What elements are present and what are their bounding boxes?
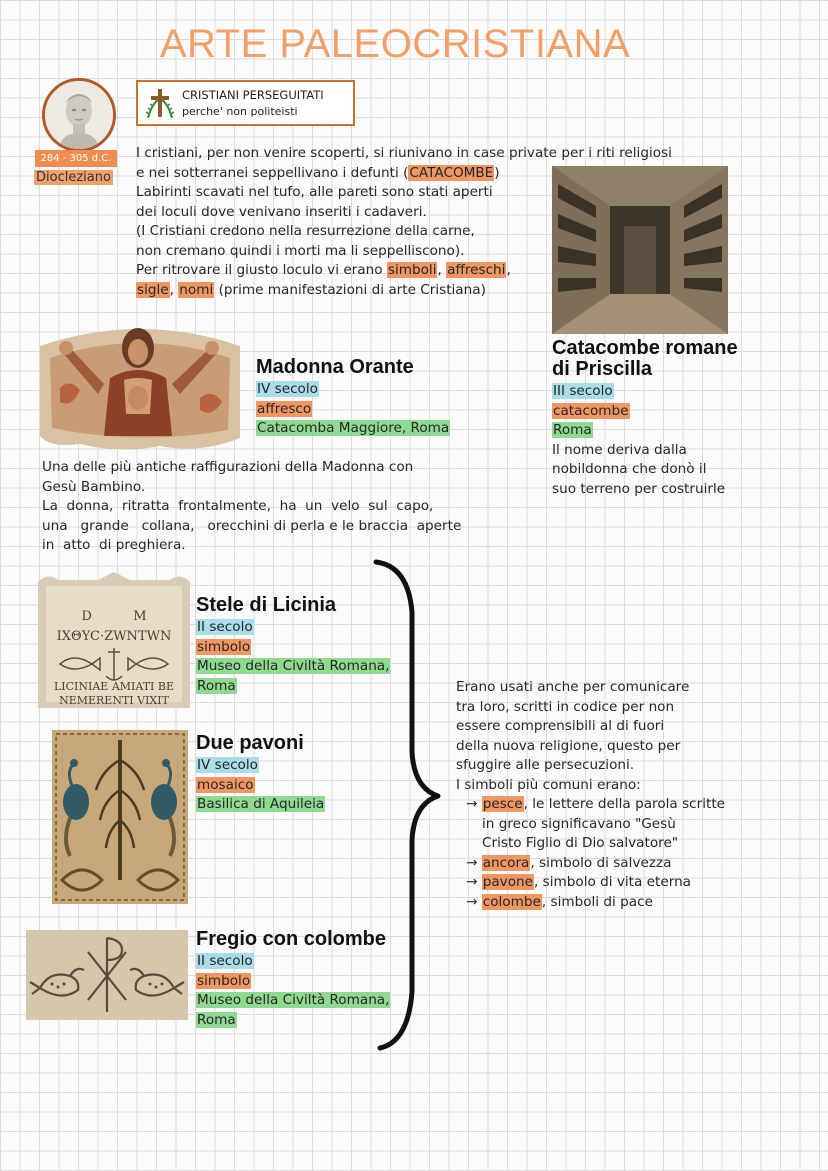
stele-inscription-greek: IXΘYC·ZWNTWN <box>56 629 172 644</box>
fregio-image <box>26 930 188 1020</box>
catacombe-card: Catacombe romane di Priscilla III secolo catacombe Roma Il nome deriva dalla nobildonna che donò il suo terreno per costruirle <box>552 337 738 497</box>
madonna-description: Una delle più antiche raffigurazioni della Madonna con Gesù Bambino. La donna, ritratta frontalmente, ha un velo sul capo, una grande collana, orecchini di perla e le braccia aperte in atto di preghiera. <box>42 459 462 553</box>
madonna-century: IV secolo <box>257 381 318 397</box>
stele-technique: simbolo <box>197 638 251 655</box>
arrow-icon: → <box>466 874 478 890</box>
madonna-title: Madonna Orante <box>256 356 414 378</box>
catacombe-photo <box>552 166 728 334</box>
stele-inscription-line4: NEMERENTI VIXIT <box>59 694 169 707</box>
pavoni-place: Basilica di Aquileia <box>197 796 325 812</box>
stele-image <box>38 572 190 708</box>
stele-inscription-line3: LICINIAE AMIATI BE <box>53 680 175 693</box>
fregio-technique: simbolo <box>197 972 251 989</box>
persecution-title: CRISTIANI PERSEGUITATI <box>182 88 324 102</box>
madonna-fresco-image <box>40 318 240 454</box>
fregio-title: Fregio con colombe <box>196 928 387 950</box>
emperor-dates: 284 - 305 d.C. <box>35 150 117 167</box>
symbol-item-pesce: → pesce, le lettere della parola scritte <box>466 796 726 812</box>
emperor-name: Diocleziano <box>36 170 111 185</box>
symbol-item-pavone: → pavone, simbolo di vita eterna <box>466 874 692 890</box>
madonna-place: Catacomba Maggiore, Roma <box>257 420 450 436</box>
catacombe-century: III secolo <box>553 383 613 399</box>
madonna-card <box>256 356 450 439</box>
catacombe-title: Catacombe romane di Priscilla <box>552 337 738 380</box>
stele-century: II secolo <box>197 619 253 635</box>
catacombe-technique: catacombe <box>553 402 629 419</box>
arrow-icon: → <box>466 854 478 871</box>
symbol-item-colombe: → colombe, simboli di pace <box>466 893 653 910</box>
stele-place-city: Roma <box>197 677 236 694</box>
intro-paragraph: I cristiani, per non venire scoperti, si riunivano in case private per i riti religiosi e nei sotterranei seppellivano i defunti (CATACOMBE) Labirinti scavati nel tufo, alle pareti sono stati aperti dei loculi dove venivano inseriti i cadaveri. (I Cristiani credono nella resurrezione della carne, non cremano quindi i morti ma li seppelliscono). Per ritrovare il giusto loculo vi erano simboli, affreschi, sigle, nomi (prime manifestazioni di arte Cristiana) <box>136 145 672 298</box>
fregio-place-city: Roma <box>197 1011 236 1028</box>
pavoni-card <box>196 732 325 815</box>
pavoni-mosaic-image <box>52 730 188 904</box>
arrow-icon: → <box>466 893 478 910</box>
page-title: ARTE PALEOCRISTIANA <box>159 22 631 66</box>
fregio-card <box>196 928 390 1030</box>
pavoni-technique: mosaico <box>197 776 254 793</box>
pavoni-century: IV secolo <box>197 757 258 773</box>
catacombe-place: Roma <box>553 422 592 438</box>
curly-brace <box>368 552 458 1058</box>
pavoni-title: Due pavoni <box>196 732 304 754</box>
emperor-portrait <box>42 78 116 152</box>
cross-palm-icon <box>144 86 176 120</box>
stele-inscription-dm: D M <box>81 609 147 624</box>
persecution-subtitle: perche' non politeisti <box>182 105 298 118</box>
arrow-icon: → <box>466 796 478 812</box>
persecution-box <box>136 80 355 126</box>
stele-card <box>196 594 390 696</box>
madonna-technique: affresco <box>257 400 312 417</box>
symbol-item-ancora: → ancora, simbolo di salvezza <box>466 854 672 871</box>
stele-place: Museo della Civiltà Romana, <box>197 658 390 674</box>
symbols-paragraph: Erano usati anche per comunicare tra loro, scritti in codice per non essere comprensibili al di fuori della nuova religione, questo per sfuggire alle persecuzioni. I simboli più comuni erano: → pesce, le lettere della parola scritte in greco significavano "Gesù Cristo Figlio di Dio salvatore" → ancora, simbolo di salvezza → pavone, simbolo di vita eterna → colombe, simboli di pace <box>456 678 786 912</box>
fregio-century: II secolo <box>197 953 253 969</box>
fregio-place: Museo della Civiltà Romana, <box>197 992 390 1008</box>
stele-title: Stele di Licinia <box>196 594 337 616</box>
